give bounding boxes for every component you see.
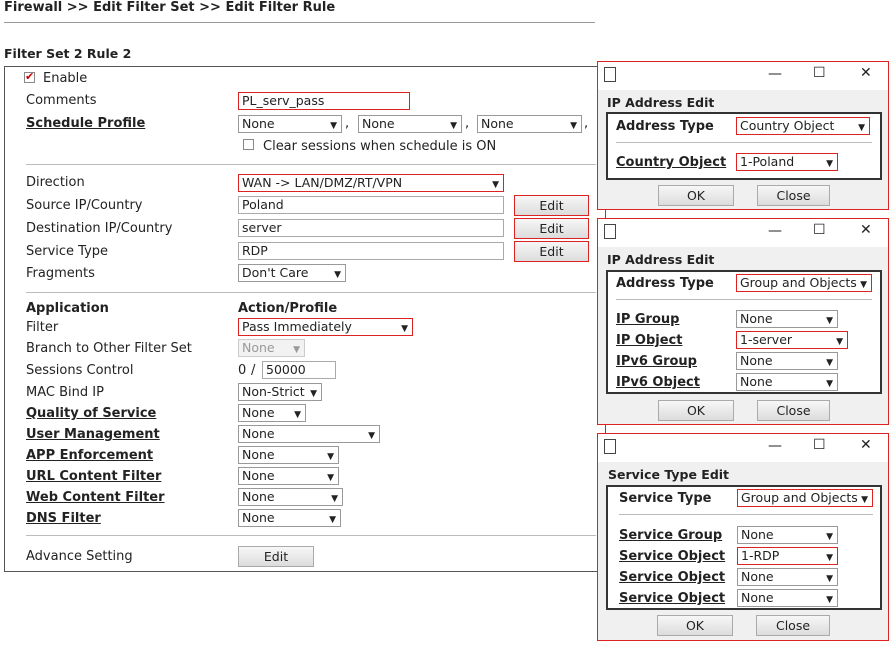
user-management-link[interactable]: User Management <box>26 427 160 442</box>
ip-object-link[interactable]: IP Object <box>616 333 683 348</box>
source-edit-button[interactable]: Edit <box>514 195 589 216</box>
chevron-down-icon: ▼ <box>401 324 408 334</box>
maximize-button[interactable]: ☐ <box>813 437 826 453</box>
chevron-down-icon: ▼ <box>310 389 317 399</box>
chevron-down-icon: ▼ <box>294 410 301 420</box>
dialog-title: IP Address Edit <box>607 95 715 110</box>
minimize-button[interactable]: — <box>768 438 782 454</box>
dialog-title: Service Type Edit <box>608 467 730 482</box>
set-title: Filter Set 2 Rule 2 <box>4 46 132 61</box>
service-type-select[interactable]: Group and Objects ▼ <box>737 489 873 507</box>
schedule-select-3[interactable]: None ▼ <box>477 115 582 133</box>
destination-edit-button[interactable]: Edit <box>514 218 589 239</box>
service-object-select-2[interactable]: None ▼ <box>737 568 838 586</box>
close-button[interactable]: Close <box>757 185 830 206</box>
ip-address-edit-dialog-1 <box>597 61 889 210</box>
chevron-down-icon: ▼ <box>450 121 457 131</box>
address-type-label: Address Type <box>616 276 714 291</box>
chevron-down-icon: ▼ <box>861 495 868 505</box>
direction-select[interactable]: WAN -> LAN/DMZ/RT/VPN ▼ <box>238 174 504 192</box>
qos-link[interactable]: Quality of Service <box>26 406 157 421</box>
schedule-comma-2: , <box>465 116 470 131</box>
fragments-select[interactable]: Don't Care ▼ <box>238 264 346 282</box>
service-object-select-3[interactable]: None ▼ <box>737 589 838 607</box>
direction-label: Direction <box>26 175 85 190</box>
dialog-divider <box>616 299 872 300</box>
chevron-down-icon: ▼ <box>826 379 833 389</box>
chevron-down-icon: ▼ <box>826 159 833 169</box>
service-type-label: Service Type <box>26 244 109 259</box>
chevron-down-icon: ▼ <box>826 595 833 605</box>
sessions-max-input[interactable]: 50000 <box>262 361 336 379</box>
schedule-comma-3: , <box>584 116 589 131</box>
minimize-button[interactable]: — <box>768 223 782 239</box>
service-type-label: Service Type <box>619 491 712 506</box>
fragments-label: Fragments <box>26 266 95 281</box>
chevron-down-icon: ▼ <box>858 123 865 133</box>
document-icon <box>604 224 616 239</box>
qos-select[interactable]: None ▼ <box>238 404 306 422</box>
close-button[interactable]: Close <box>756 615 830 636</box>
schedule-select-1[interactable]: None ▼ <box>238 115 342 133</box>
dns-filter-select[interactable]: None ▼ <box>238 509 341 527</box>
filter-label: Filter <box>26 320 59 335</box>
close-window-button[interactable]: ✕ <box>860 222 872 238</box>
advance-setting-label: Advance Setting <box>26 549 133 564</box>
action-profile-header: Action/Profile <box>238 301 338 316</box>
chevron-down-icon: ▼ <box>330 121 337 131</box>
schedule-select-2[interactable]: None ▼ <box>358 115 462 133</box>
service-type-input[interactable]: RDP <box>238 242 504 260</box>
schedule-profile-link[interactable]: Schedule Profile <box>26 116 146 131</box>
section-divider <box>26 164 596 165</box>
chevron-down-icon: ▼ <box>327 473 334 483</box>
close-button[interactable]: Close <box>757 400 830 421</box>
minimize-button[interactable]: — <box>768 66 782 82</box>
breadcrumb: Firewall >> Edit Filter Set >> Edit Filter Rule <box>4 0 336 15</box>
address-type-select[interactable]: Country Object ▼ <box>736 117 870 135</box>
source-input[interactable]: Poland <box>238 196 504 214</box>
chevron-down-icon: ▼ <box>492 180 499 190</box>
web-filter-select[interactable]: None ▼ <box>238 488 343 506</box>
address-type-select[interactable]: Group and Objects ▼ <box>736 274 872 292</box>
comments-input[interactable]: PL_serv_pass <box>238 92 410 110</box>
ipv6-group-select[interactable]: None ▼ <box>736 352 838 370</box>
mac-bind-label: MAC Bind IP <box>26 385 104 400</box>
chevron-down-icon: ▼ <box>826 316 833 326</box>
url-filter-link[interactable]: URL Content Filter <box>26 469 162 484</box>
ipv6-object-link[interactable]: IPv6 Object <box>616 375 700 390</box>
close-window-button[interactable]: ✕ <box>860 437 872 453</box>
country-object-link[interactable]: Country Object <box>616 155 727 170</box>
section-divider <box>26 292 596 293</box>
branch-label: Branch to Other Filter Set <box>26 341 192 356</box>
service-object-select-1[interactable]: 1-RDP ▼ <box>737 547 838 565</box>
service-object-link-3[interactable]: Service Object <box>619 591 726 606</box>
chevron-down-icon: ▼ <box>327 452 334 462</box>
ok-button[interactable]: OK <box>658 400 734 421</box>
chevron-down-icon: ▼ <box>860 280 867 290</box>
ip-group-select[interactable]: None ▼ <box>736 310 838 328</box>
mac-bind-select[interactable]: Non-Strict ▼ <box>238 383 322 401</box>
dialog-titlebar <box>598 434 888 462</box>
dialog-titlebar <box>598 219 888 247</box>
destination-input[interactable]: server <box>238 219 504 237</box>
chevron-down-icon: ▼ <box>331 494 338 504</box>
dialog-divider <box>616 142 872 143</box>
section-divider <box>26 535 596 536</box>
enable-label: Enable <box>43 71 88 86</box>
source-label: Source IP/Country <box>26 198 143 213</box>
chevron-down-icon: ▼ <box>826 574 833 584</box>
destination-label: Destination IP/Country <box>26 221 173 236</box>
chevron-down-icon: ▼ <box>826 532 833 542</box>
close-window-button[interactable]: ✕ <box>860 65 872 81</box>
service-type-edit-dialog <box>597 433 889 641</box>
chevron-down-icon: ▼ <box>368 431 375 441</box>
document-icon <box>604 439 616 454</box>
document-icon <box>604 67 616 82</box>
maximize-button[interactable]: ☐ <box>813 222 826 238</box>
app-enforcement-link[interactable]: APP Enforcement <box>26 448 154 463</box>
sessions-slash: / <box>251 363 256 378</box>
chevron-down-icon: ▼ <box>334 270 341 280</box>
ipv6-group-link[interactable]: IPv6 Group <box>616 354 697 369</box>
chevron-down-icon: ▼ <box>570 121 577 131</box>
ip-object-select[interactable]: 1-server ▼ <box>736 331 848 349</box>
service-edit-button[interactable]: Edit <box>514 241 589 262</box>
app-enforcement-select[interactable]: None ▼ <box>238 446 339 464</box>
branch-select: None ▼ <box>238 339 305 357</box>
dialog-divider <box>619 514 873 515</box>
ip-group-link[interactable]: IP Group <box>616 312 680 327</box>
ok-button[interactable]: OK <box>658 185 734 206</box>
chevron-down-icon: ▼ <box>836 337 843 347</box>
ipv6-object-select[interactable]: None ▼ <box>736 373 838 391</box>
sessions-current: 0 <box>238 363 247 378</box>
enable-checkbox[interactable] <box>24 72 35 83</box>
url-filter-select[interactable]: None ▼ <box>238 467 339 485</box>
country-object-select[interactable]: 1-Poland ▼ <box>736 153 838 171</box>
service-object-link-2[interactable]: Service Object <box>619 570 726 585</box>
application-header: Application <box>26 301 109 316</box>
service-object-link-1[interactable]: Service Object <box>619 549 726 564</box>
dialog-titlebar <box>598 62 888 90</box>
web-filter-link[interactable]: Web Content Filter <box>26 490 165 505</box>
schedule-comma-1: , <box>345 116 350 131</box>
comments-label: Comments <box>26 93 97 108</box>
dns-filter-link[interactable]: DNS Filter <box>26 511 101 526</box>
chevron-down-icon: ▼ <box>826 358 833 368</box>
service-group-link[interactable]: Service Group <box>619 528 723 543</box>
filter-select[interactable]: Pass Immediately ▼ <box>238 318 413 336</box>
user-management-select[interactable]: None ▼ <box>238 425 380 443</box>
dialog-title: IP Address Edit <box>607 252 715 267</box>
maximize-button[interactable]: ☐ <box>813 65 826 81</box>
address-type-label: Address Type <box>616 119 714 134</box>
sessions-control-label: Sessions Control <box>26 363 134 378</box>
ip-address-edit-dialog-2 <box>597 218 889 425</box>
ok-button[interactable]: OK <box>657 615 733 636</box>
breadcrumb-divider <box>4 22 595 23</box>
advance-edit-button[interactable]: Edit <box>238 546 314 567</box>
chevron-down-icon: ▼ <box>826 553 833 563</box>
clear-sessions-checkbox[interactable] <box>243 139 254 150</box>
clear-sessions-label: Clear sessions when schedule is ON <box>263 139 497 154</box>
chevron-down-icon: ▼ <box>329 515 336 525</box>
service-group-select[interactable]: None ▼ <box>737 526 838 544</box>
chevron-down-icon: ▼ <box>293 345 300 355</box>
